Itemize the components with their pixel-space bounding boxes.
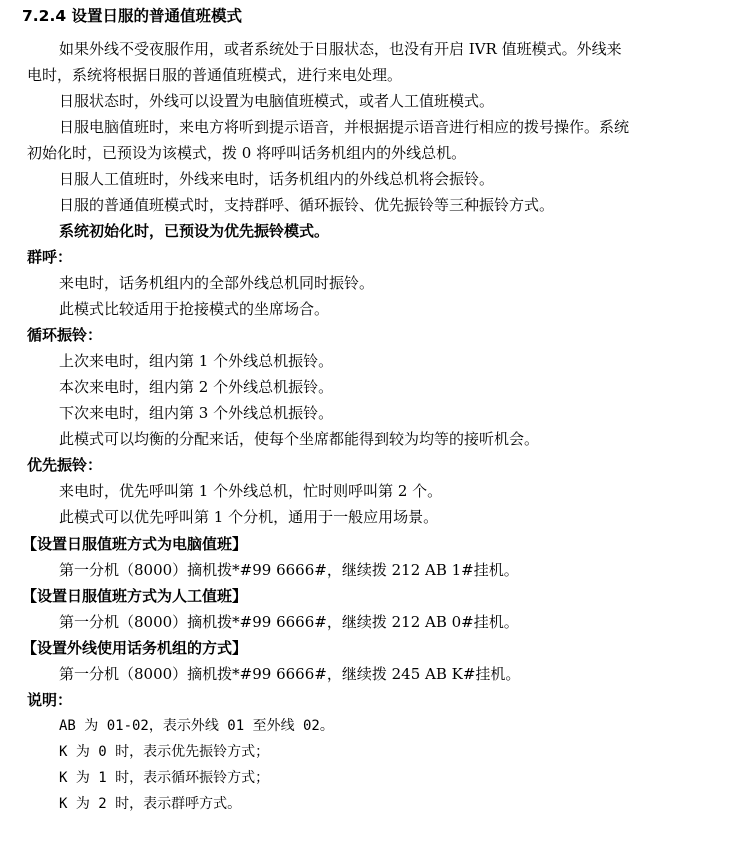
note-line: AB 为 01-02，表示外线 01 至外线 02。 <box>59 718 334 734</box>
paragraph-line: 日服人工值班时，外线来电时，话务机组内的外线总机将会振铃。 <box>59 170 495 188</box>
procedure-title: 【设置外线使用话务机组的方式】 <box>22 639 248 657</box>
note-line: K 为 0 时，表示优先振铃方式； <box>59 744 270 760</box>
paragraph-line: 日服的普通值班模式时，支持群呼、循环振铃、优先振铃等三种振铃方式。 <box>59 196 555 214</box>
cyclic-ring-label: 循环振铃： <box>27 326 103 344</box>
paragraph-line: 来电时，话务机组内的全部外线总机同时振铃。 <box>59 274 375 292</box>
section-number: 7.2.4 <box>22 7 67 25</box>
procedure-title: 【设置日服值班方式为人工值班】 <box>22 587 248 605</box>
priority-ring-label: 优先振铃： <box>27 456 103 474</box>
paragraph-line: 如果外线不受夜服作用，或者系统处于日服状态，也没有开启 IVR 值班模式。外线来 <box>59 40 622 58</box>
procedure-title: 【设置日服值班方式为电脑值班】 <box>22 535 248 553</box>
paragraph-line: 上次来电时，组内第 1 个外线总机振铃。 <box>59 352 334 370</box>
paragraph-line: 来电时，优先呼叫第 1 个外线总机，忙时则呼叫第 2 个。 <box>59 482 443 500</box>
paragraph-line: 此模式可以优先呼叫第 1 个分机，通用于一般应用场景。 <box>59 508 439 526</box>
section-heading <box>22 5 242 27</box>
paragraph-line: 下次来电时，组内第 3 个外线总机振铃。 <box>59 404 334 422</box>
procedure-step: 第一分机（8000）摘机拨*#99 6666#，继续拨 245 AB K#挂机。 <box>59 665 521 683</box>
group-call-label: 群呼： <box>27 248 73 266</box>
note-line: K 为 2 时，表示群呼方式。 <box>59 796 242 812</box>
paragraph-line: 本次来电时，组内第 2 个外线总机振铃。 <box>59 378 334 396</box>
paragraph-line: 日服状态时，外线可以设置为电脑值班模式，或者人工值班模式。 <box>59 92 495 110</box>
procedure-step: 第一分机（8000）摘机拨*#99 6666#，继续拨 212 AB 0#挂机。 <box>59 613 519 631</box>
paragraph-line: 此模式比较适用于抢接模式的坐席场合。 <box>59 300 330 318</box>
paragraph-line: 此模式可以均衡的分配来话，使每个坐席都能得到较为均等的接听机会。 <box>59 430 540 448</box>
paragraph-line: 初始化时，已预设为该模式，拨 0 将呼叫话务机组内的外线总机。 <box>27 144 467 162</box>
paragraph-line: 日服电脑值班时，来电方将听到提示语音，并根据提示语音进行相应的拨号操作。系统 <box>59 118 630 136</box>
procedure-step: 第一分机（8000）摘机拨*#99 6666#，继续拨 212 AB 1#挂机。 <box>59 561 519 579</box>
note-line: K 为 1 时，表示循环振铃方式； <box>59 770 270 786</box>
section-title: 设置日服的普通值班模式 <box>71 7 243 25</box>
default-mode-note: 系统初始化时，已预设为优先振铃模式。 <box>59 222 330 240</box>
paragraph-line: 电时，系统将根据日服的普通值班模式，进行来电处理。 <box>27 66 403 84</box>
notes-label: 说明： <box>27 691 73 709</box>
